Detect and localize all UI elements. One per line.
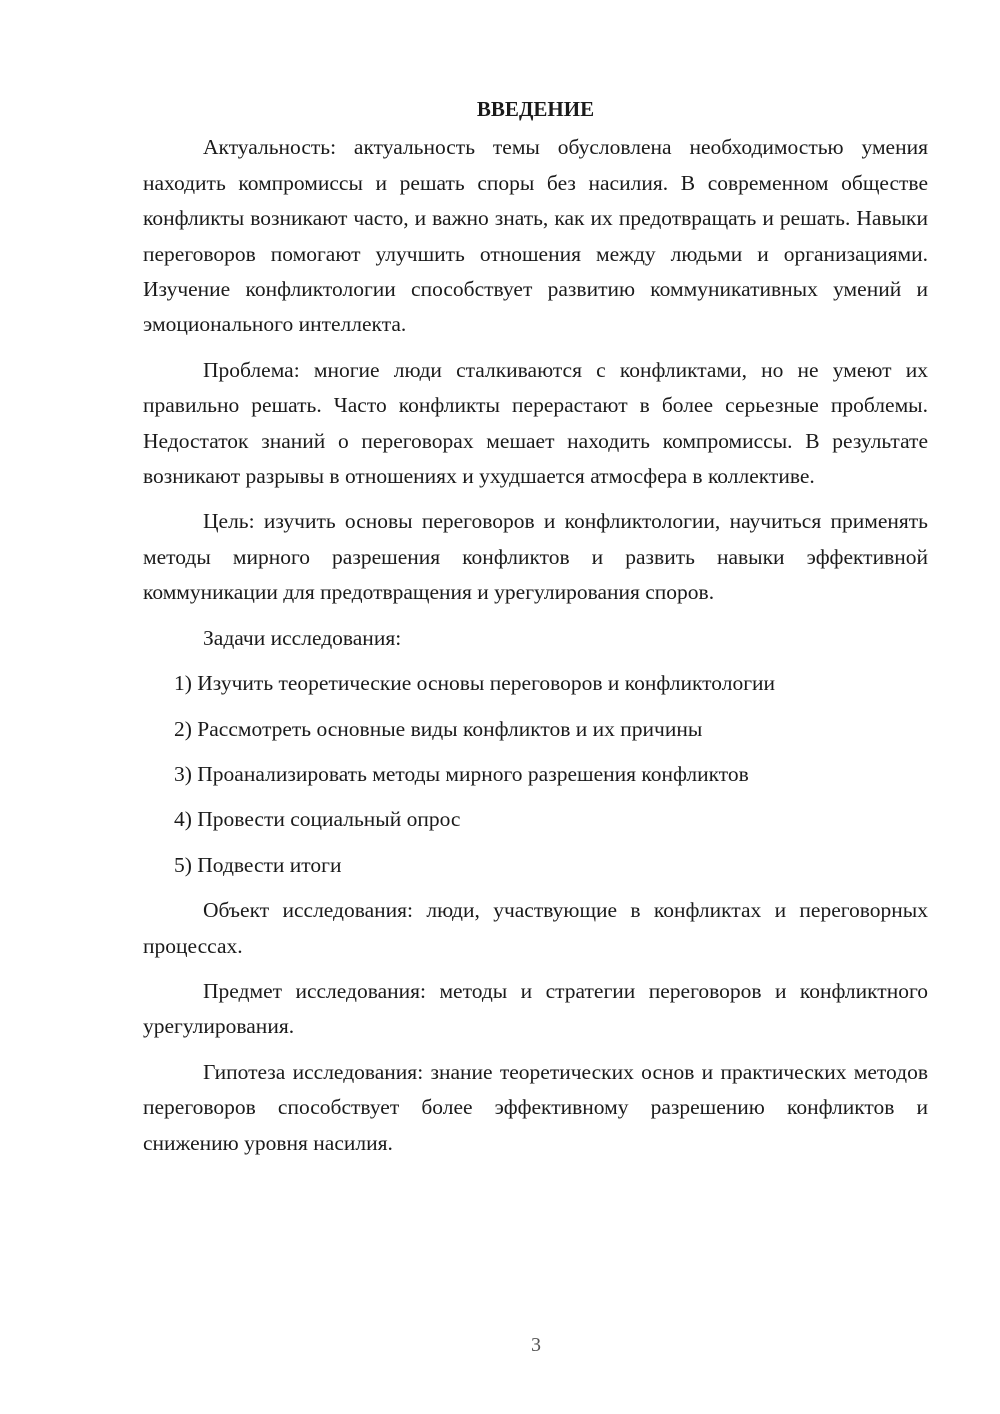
tasks-heading: Задачи исследования: (203, 625, 402, 650)
goal-paragraph: Цель: изучить основы переговоров и конфликтологии, научиться применять методы мирного разрешения конфликтов и развить навыки эффективной коммуникации для предотвращения и урегулирования споров. (143, 509, 928, 605)
list-item: 1) Изучить теоретические основы переговоров и конфликтологии (174, 671, 776, 696)
page-content (143, 92, 928, 1171)
list-item: 4) Провести социальный опрос (174, 807, 461, 832)
object-paragraph: Объект исследования: люди, участвующие в конфликтах и переговорных процессах. (143, 898, 928, 958)
relevance-paragraph: Актуальность: актуальность темы обусловлена необходимостью умения находить компромиссы и решать споры без насилия. В современном обществе конфликты возникают часто, и важно знать, как их предотвращать и решать. Навыки переговоров помогают улучшить отношения между людьми и организациями. Изучение конфликтологии способствует развитию коммуникативных умений и эмоционального интеллекта. (143, 135, 928, 337)
list-item: 2) Рассмотреть основные виды конфликтов и их причины (174, 716, 703, 741)
subject-paragraph: Предмет исследования: методы и стратегии переговоров и конфликтного урегулирования. (143, 978, 928, 1039)
hypothesis-paragraph: Гипотеза исследования: знание теоретических основ и практических методов переговоров способствует более эффективному разрешению конфликтов и снижению уровня насилия. (143, 1059, 928, 1155)
page-number: 3 (531, 1334, 541, 1356)
list-item: 3) Проанализировать методы мирного разрешения конфликтов (174, 761, 749, 786)
page-title: ВВЕДЕНИЕ (476, 97, 595, 121)
list-item: 5) Подвести итоги (174, 852, 342, 877)
problem-paragraph: Проблема: многие люди сталкиваются с конфликтами, но не умеют их правильно решать. Часто конфликты перерастают в более серьезные проблемы. Недостаток знаний о переговорах мешает находить компромиссы. В результате возникают разрывы в отношениях и ухудшается атмосфера в коллективе. (143, 357, 928, 489)
task-list (143, 666, 928, 883)
